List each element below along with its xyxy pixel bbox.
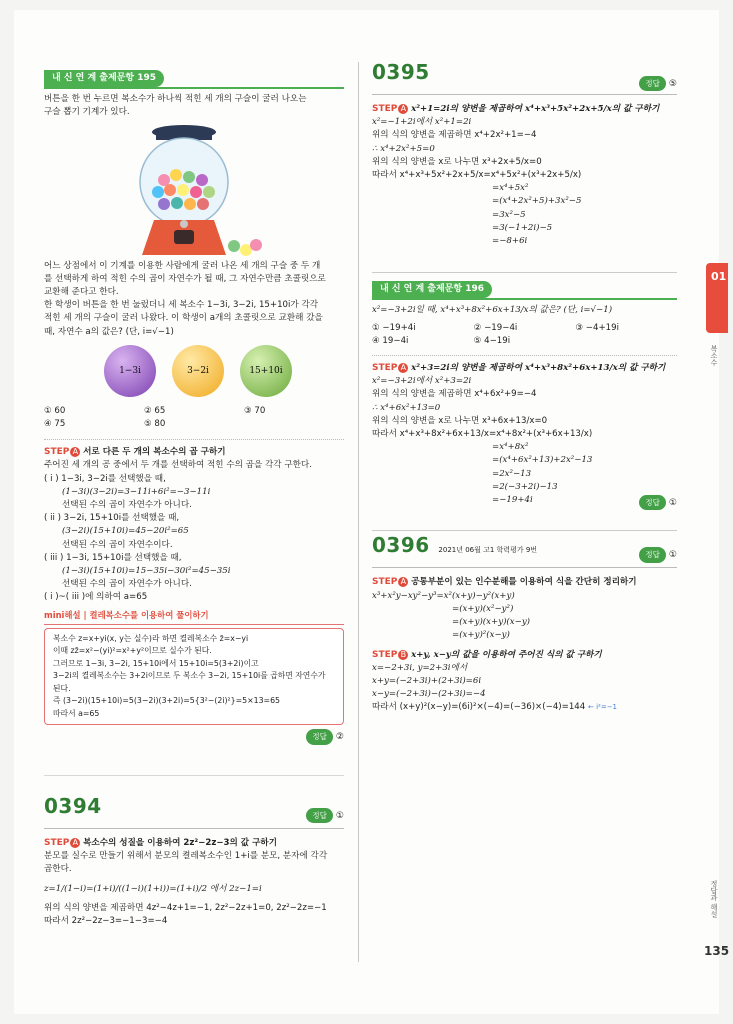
balls-row xyxy=(44,339,344,405)
line-196-3: ∴ x⁴+6x²+13=0 xyxy=(372,402,441,413)
step-0394-title: 복소수의 성질을 이용하여 2z²−2z−3의 값 구하기 xyxy=(83,838,278,848)
step-a-line-1: 주어진 세 개의 공 중에서 두 개를 선택하여 적힌 수의 곱을 각각 구한다. xyxy=(44,460,312,471)
tag-195-wrap xyxy=(44,70,344,89)
answer-195 xyxy=(44,729,344,744)
step-0395-header: STEP A x²+1=2i의 양변을 제곱하여 x⁴+x³+5x²+2x+5/x의 값 구하기 xyxy=(372,104,660,114)
right-column xyxy=(372,60,677,715)
answer-0394-num: ① xyxy=(335,811,344,821)
answer-0394-badge: 정답 xyxy=(306,808,333,823)
mini-title: mini해설 | 켤레복소수를 이용하여 풀이하기 xyxy=(44,609,344,625)
line-196-10: =−19+4i xyxy=(492,495,533,506)
separator xyxy=(44,431,344,440)
step-0396b-title: x+y, x−y의 값을 이용하여 주어진 식의 값 구하기 xyxy=(411,649,602,660)
answer-0394 xyxy=(306,808,344,823)
choice196-empty xyxy=(575,335,677,348)
choice196-2: ② −19−4i xyxy=(473,322,518,333)
line-0396a-4: =(x+y)²(x−y) xyxy=(452,630,510,641)
line-0396b-4-text: 따라서 (x+y)²(x−y)=(6i)²×(−4)=(−36)×(−4)=144 xyxy=(372,702,586,713)
answer-196-badge: 정답 xyxy=(639,495,666,510)
choice196-5: ⑤ 4−19i xyxy=(473,335,511,346)
step-a-line-3: (1−3i)(3−2i)=3−11i+6i²=−3−11i xyxy=(62,486,211,497)
line-196-8: =2x²−13 xyxy=(492,468,532,479)
intro-line-1: 버튼을 한 번 누르면 복소수가 하나씩 적힌 세 개의 구슬이 굴러 나오는 xyxy=(44,94,307,105)
step-a-line-2: ( i ) 1−3i, 3−2i를 선택했을 때, xyxy=(44,473,166,484)
line-196-6: =x⁴+8x² xyxy=(492,442,529,453)
line-0396b-4 xyxy=(372,701,677,714)
step-a-header: STEP A 서로 다른 두 개의 복소수의 곱 구하기 xyxy=(44,447,226,458)
para-line-3: 교환해 준다고 한다. xyxy=(44,287,119,298)
header-0395 xyxy=(372,60,677,95)
line-0394-3: z=1/(1−i)=(1+i)/((1−i)(1+i))=(1+i)/2 에서 2z−1=i xyxy=(44,883,262,894)
line-196-4: 위의 식의 양변을 x로 나누면 x³+6x+13/x=0 xyxy=(372,415,548,426)
choice196-3: ③ −4+19i xyxy=(575,322,619,333)
step-a-line-6: (3−2i)(15+10i)=45−20i²=65 xyxy=(62,526,189,537)
line-196-5: 따라서 x⁴+x³+8x²+6x+13/x=x⁴+8x²+(x³+6x+13/x) xyxy=(372,429,593,440)
tag-196: 내 신 연 계 출제문항 196 xyxy=(372,281,492,298)
line-0396b-1: x=−2+3i, y=2+3i에서 xyxy=(372,662,468,673)
answer-196-num: ① xyxy=(668,498,677,509)
page-number: 135 xyxy=(704,944,730,958)
right-hline-2 xyxy=(372,530,677,531)
step-a-line-9: (1−3i)(15+10i)=15−35i−30i²=45−35i xyxy=(62,566,231,577)
line-0395-2: 위의 식의 양변을 제곱하면 x⁴+2x²+1=−4 xyxy=(372,130,537,141)
line-196-9: =2(−3+2i)−13 xyxy=(492,481,558,492)
mini-line-1: 복소수 z=x+yi(x, y는 실수)라 하면 켤레복소수 z̄=x−yi xyxy=(53,633,249,643)
answer-195-badge: 정답 xyxy=(306,729,333,744)
step-a-line-5: ( ii ) 3−2i, 15+10i를 선택했을 때, xyxy=(44,513,180,524)
answer-0395-badge: 정답 xyxy=(639,76,666,91)
header-0396 xyxy=(372,533,677,568)
header-0394 xyxy=(44,794,344,829)
line-0395-8: =3x²−5 xyxy=(492,209,526,220)
para-line-6: 때, 자연수 a의 값은? (단, i=√−1) xyxy=(44,326,174,337)
para-line-2: 를 선택하게 하여 적힌 수의 곱이 자연수가 될 때, 그 자연수만큼 초콜릿으로 xyxy=(44,273,326,284)
choice196-1: ① −19+4i xyxy=(372,322,416,333)
step-0396a-header: STEP A 공통부분이 있는 인수분해를 이용하여 식을 간단히 정리하기 xyxy=(372,577,637,588)
choice-3: ③ 70 xyxy=(244,405,266,416)
line-0394-5: 따라서 2z²−2z−3=−1−3=−4 xyxy=(44,916,168,927)
line-0395-4: 위의 식의 양변을 x로 나누면 x³+2x+5/x=0 xyxy=(372,156,542,167)
line-0394-4: 위의 식의 양변을 제곱하면 4z²−4z+1=−1, 2z²−2z+1=0, 2z²−2z=−1 xyxy=(44,902,327,913)
line-0395-3: ∴ x⁴+2x²+5=0 xyxy=(372,143,435,154)
chapter-label: 복소수 xyxy=(710,345,718,366)
choice-5: ⑤ 80 xyxy=(144,419,166,430)
mini-box xyxy=(44,628,344,726)
gumball-machine-figure xyxy=(44,120,344,260)
intro-line-2: 구슬 뽑기 기계가 있다. xyxy=(44,107,130,118)
left-column xyxy=(44,70,344,745)
column-divider xyxy=(358,62,359,962)
choices196-row-1 xyxy=(372,322,677,335)
answer-195-num: ② xyxy=(335,732,344,743)
ball-1: 1−3i xyxy=(104,345,156,397)
step-0395-title: x²+1=2i의 양변을 제곱하여 x⁴+x³+5x²+2x+5/x의 값 구하기 xyxy=(411,104,660,114)
mini-line-4: 3−2i의 켤레복소수는 3+2i이므로 두 복소수 3−2i, 15+10i를 곱하면 자연수가 된다. xyxy=(53,671,326,693)
line-0396b-2: x+y=(−2+3i)+(2+3i)=6i xyxy=(372,675,482,686)
mini-line-3: 그러므로 1−3i, 3−2i, 15+10i에서 15+10i=5(3+2i)이고 xyxy=(53,658,259,668)
choice-1: ① 60 xyxy=(44,405,66,416)
mini-line-5: 즉 (3−2i)(15+10i)=5(3−2i)(3+2i)=5{3²−(2i)²}=5×13=65 xyxy=(53,696,281,706)
line-0395-6: =x⁴+5x² xyxy=(492,183,529,194)
gumball-machine-icon xyxy=(44,120,344,260)
step-a-line-11: ( i )~( iii )에 의하여 a=65 xyxy=(44,592,148,603)
choices-row-2 xyxy=(44,418,344,431)
step-a-line-7: 선택된 수의 곱이 자연수이다. xyxy=(62,539,173,550)
num-0395: 0395 xyxy=(372,60,430,84)
choices-row-1 xyxy=(44,405,344,418)
line-0396a-2: =(x+y)(x²−y²) xyxy=(452,603,514,614)
tag-196-wrap xyxy=(372,281,677,300)
line-0395-1: x²=−1+2i에서 x²+1=2i xyxy=(372,117,472,128)
para-line-5: 적힌 세 개의 구슬이 굴러 나왔다. 이 학생이 a개의 초콜릿으로 교환해 갔을 xyxy=(44,313,323,324)
para-line-1: 어느 상점에서 이 기계를 이용한 사람에게 굴러 나온 세 개의 구슬 중 두 개 xyxy=(44,260,321,271)
line-0394-1: 분모를 실수로 만들기 위해서 분모의 켤레복소수인 1+i를 분모, 분자에 각각 xyxy=(44,851,328,862)
choice-2: ② 65 xyxy=(144,405,166,416)
line-0394-2: 곱한다. xyxy=(44,864,72,875)
left-hline xyxy=(44,775,344,776)
mini-line-2: 이때 zz̄=x²−(yi)²=x²+y²이므로 실수가 된다. xyxy=(53,646,212,656)
answer-0396 xyxy=(639,547,677,562)
tag-195: 내 신 연 계 출제문항 195 xyxy=(44,70,164,87)
right-hline-1 xyxy=(372,272,677,273)
step-0394-header: STEP A 복소수의 성질을 이용하여 2z²−2z−3의 값 구하기 xyxy=(44,838,278,848)
step-0396a-title: 공통부분이 있는 인수분해를 이용하여 식을 간단히 정리하기 xyxy=(411,577,637,588)
line-0396a-3: =(x+y)(x+y)(x−y) xyxy=(452,617,531,628)
mini-line-6: 따라서 a=65 xyxy=(53,708,100,718)
choice196-4: ④ 19−4i xyxy=(372,335,409,346)
ball-3: 15+10i xyxy=(240,345,292,397)
line-0395-10: =−8+6i xyxy=(492,236,528,247)
answer-0395-num: ⑤ xyxy=(668,79,677,89)
line-0395-9: =3(−1+2i)−5 xyxy=(492,222,553,233)
line-0396a-1: x³+x²y−xy²−y³=x²(x+y)−y²(x+y) xyxy=(372,590,515,601)
step-a-line-4: 선택된 수의 곱이 자연수가 아니다. xyxy=(62,500,192,511)
chapter-tab-num: 01 xyxy=(711,270,727,283)
step-196-title: x²+3=2i의 양변을 제곱하여 x⁴+x³+8x²+6x+13/x의 값 구하기 xyxy=(411,363,666,374)
line-196-1: x²=−3+2i에서 x²+3=2i xyxy=(372,376,472,387)
line-196-7: =(x⁴+6x²+13)+2x²−13 xyxy=(492,455,593,466)
answer-0396-num: ① xyxy=(668,550,677,561)
ball-2: 3−2i xyxy=(172,345,224,397)
step-a-line-10: 선택된 수의 곱이 자연수가 아니다. xyxy=(62,579,192,590)
answer-0396-badge: 정답 xyxy=(639,547,666,562)
book-label: 정답과 해설 xyxy=(710,880,718,918)
sep-196 xyxy=(372,354,677,356)
line-0395-7: =(x⁴+2x²+5)+3x²−5 xyxy=(492,196,582,207)
note-arrow: ← i²=−1 xyxy=(587,703,618,712)
step-196-header: STEP A x²+3=2i의 양변을 제곱하여 x⁴+x³+8x²+6x+13/x의 값 구하기 xyxy=(372,363,666,374)
line-196-2: 위의 식의 양변을 제곱하면 x⁴+6x²+9=−4 xyxy=(372,389,537,400)
line-0396b-3: x−y=(−2+3i)−(2+3i)=−4 xyxy=(372,689,486,700)
num-0396: 0396 xyxy=(372,533,430,558)
src-0396: 2021년 06월 고1 학력평가 9번 xyxy=(438,546,538,555)
step-a-line-8: ( iii ) 1−3i, 15+10i를 선택했을 때, xyxy=(44,552,182,563)
step-a-title: 서로 다른 두 개의 복소수의 곱 구하기 xyxy=(83,447,226,458)
answer-0395 xyxy=(639,76,677,91)
step-0396b-header: STEP B x+y, x−y의 값을 이용하여 주어진 식의 값 구하기 xyxy=(372,649,602,660)
choices196-row-2 xyxy=(372,335,677,348)
num-0394: 0394 xyxy=(44,794,102,818)
note-text: i²=−1 xyxy=(596,703,618,712)
q196: x²=−3+2i일 때, x⁴+x³+8x²+6x+13/x의 값은? (단, i=√−1) xyxy=(372,305,613,316)
choice-empty xyxy=(244,418,344,431)
para-line-4: 한 학생이 버튼을 한 번 눌렀더니 세 복소수 1−3i, 3−2i, 15+10i가 각각 xyxy=(44,300,319,311)
problem-0394 xyxy=(44,794,344,928)
line-0395-5: 따라서 x⁴+x³+5x²+2x+5/x=x⁴+5x²+(x³+2x+5/x) xyxy=(372,170,582,181)
choice-4: ④ 75 xyxy=(44,419,66,430)
